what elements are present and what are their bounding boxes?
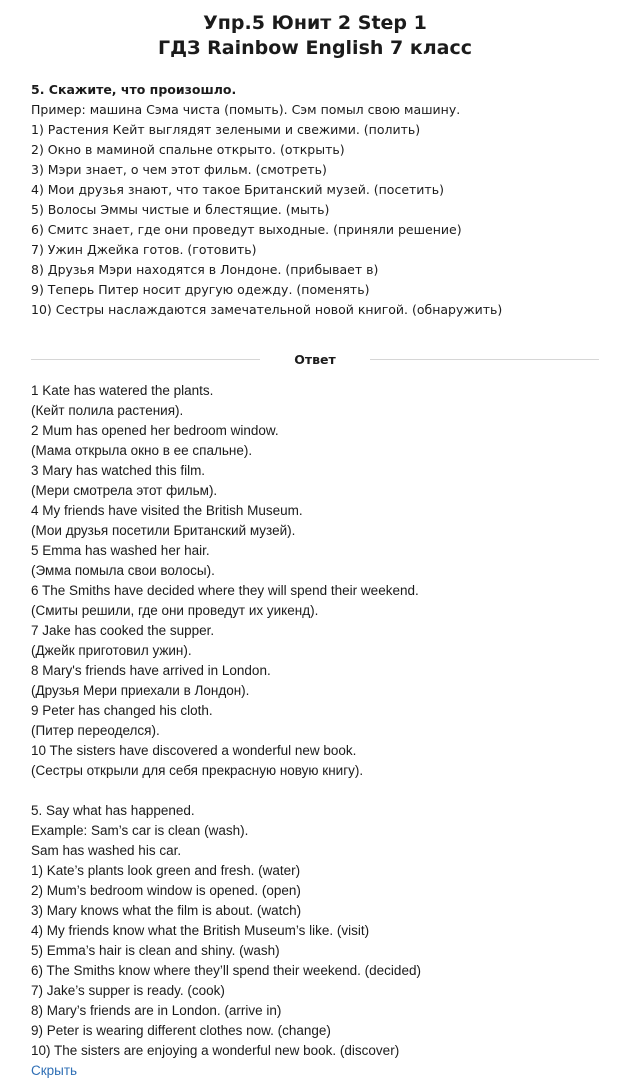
task-russian (31, 80, 502, 320)
task-line: 1) Растения Кейт выглядят зелеными и свежими. (полить) (31, 122, 421, 137)
english-task-line: 2) Mum’s bedroom window is opened. (open) (31, 883, 301, 898)
english-task-line: 9) Peter is wearing different clothes now. (change) (31, 1023, 331, 1038)
answer-line: (Смиты решили, где они проведут их уикенд). (31, 603, 319, 618)
task-line: 3) Мэри знает, о чем этот фильм. (смотреть) (31, 162, 327, 177)
answer-line: 4 My friends have visited the British Museum. (31, 503, 303, 518)
task-heading: 5. Скажите, что произошло. (31, 82, 237, 97)
task-line: 8) Друзья Мэри находятся в Лондоне. (прибывает в) (31, 262, 379, 277)
answer-line: 2 Mum has opened her bedroom window. (31, 423, 279, 438)
english-task-line: 3) Mary knows what the film is about. (watch) (31, 903, 302, 918)
answer-line: 3 Mary has watched this film. (31, 463, 206, 478)
answer-line: (Мои друзья посетили Британский музей). (31, 523, 296, 538)
english-task-line: Example: Sam’s car is clean (wash). (31, 823, 249, 838)
answer-divider-right (370, 359, 599, 360)
english-task-line: 5. Say what has happened. (31, 803, 195, 818)
page-subtitle: ГДЗ Rainbow English 7 класс (157, 37, 473, 59)
task-line: 10) Сестры наслаждаются замечательной новой книгой. (обнаружить) (31, 302, 503, 317)
page-title: Упр.5 Юнит 2 Step 1 (203, 12, 427, 34)
task-line: 2) Окно в маминой спальне открыто. (открыть) (31, 142, 345, 157)
hide-link[interactable]: Скрыть (31, 1063, 78, 1078)
english-task-line: 10) The sisters are enjoying a wonderful new book. (discover) (31, 1043, 400, 1058)
answer-line: 7 Jake has cooked the supper. (31, 623, 215, 638)
answer-line: (Кейт полила растения). (31, 403, 184, 418)
answer-heading: Ответ (294, 352, 336, 367)
answer-divider-left (31, 359, 260, 360)
answer-line: 8 Mary's friends have arrived in London. (31, 663, 271, 678)
english-task-line: 8) Mary’s friends are in London. (arrive in) (31, 1003, 282, 1018)
task-line: 4) Мои друзья знают, что такое Британский музей. (посетить) (31, 182, 444, 197)
answer-line: 5 Emma has washed her hair. (31, 543, 210, 558)
answer-line: (Питер переоделся). (31, 723, 160, 738)
task-line: 9) Теперь Питер носит другую одежду. (поменять) (31, 282, 370, 297)
answer-line: (Друзья Мери приехали в Лондон). (31, 683, 250, 698)
task-line: 7) Ужин Джейка готов. (готовить) (31, 242, 257, 257)
answer-line: (Джейк приготовил ужин). (31, 643, 192, 658)
task-english (31, 801, 421, 1061)
task-line: 5) Волосы Эммы чистые и блестящие. (мыть) (31, 202, 330, 217)
english-task-line: 7) Jake’s supper is ready. (cook) (31, 983, 225, 998)
answer-line: 10 The sisters have discovered a wonderful new book. (31, 743, 357, 758)
answer-line: 6 The Smiths have decided where they will spend their weekend. (31, 583, 419, 598)
english-task-line: 5) Emma’s hair is clean and shiny. (wash) (31, 943, 280, 958)
task-line: 6) Смитс знает, где они проведут выходные. (приняли решение) (31, 222, 462, 237)
answer-line: (Мама открыла окно в ее спальне). (31, 443, 253, 458)
english-task-line: 1) Kate’s plants look green and fresh. (water) (31, 863, 301, 878)
task-line: Пример: машина Сэма чиста (помыть). Сэм помыл свою машину. (31, 102, 461, 117)
english-task-line: 6) The Smiths know where they’ll spend their weekend. (decided) (31, 963, 421, 978)
answer-line: (Эмма помыла свои волосы). (31, 563, 215, 578)
answer-line: 1 Kate has watered the plants. (31, 383, 214, 398)
answer-list (31, 381, 419, 781)
answer-line: 9 Peter has changed his cloth. (31, 703, 213, 718)
english-task-line: Sam has washed his car. (31, 843, 182, 858)
english-task-line: 4) My friends know what the British Museum’s like. (visit) (31, 923, 370, 938)
answer-line: (Сестры открыли для себя прекрасную новую книгу). (31, 763, 364, 778)
answer-line: (Мери смотрела этот фильм). (31, 483, 218, 498)
